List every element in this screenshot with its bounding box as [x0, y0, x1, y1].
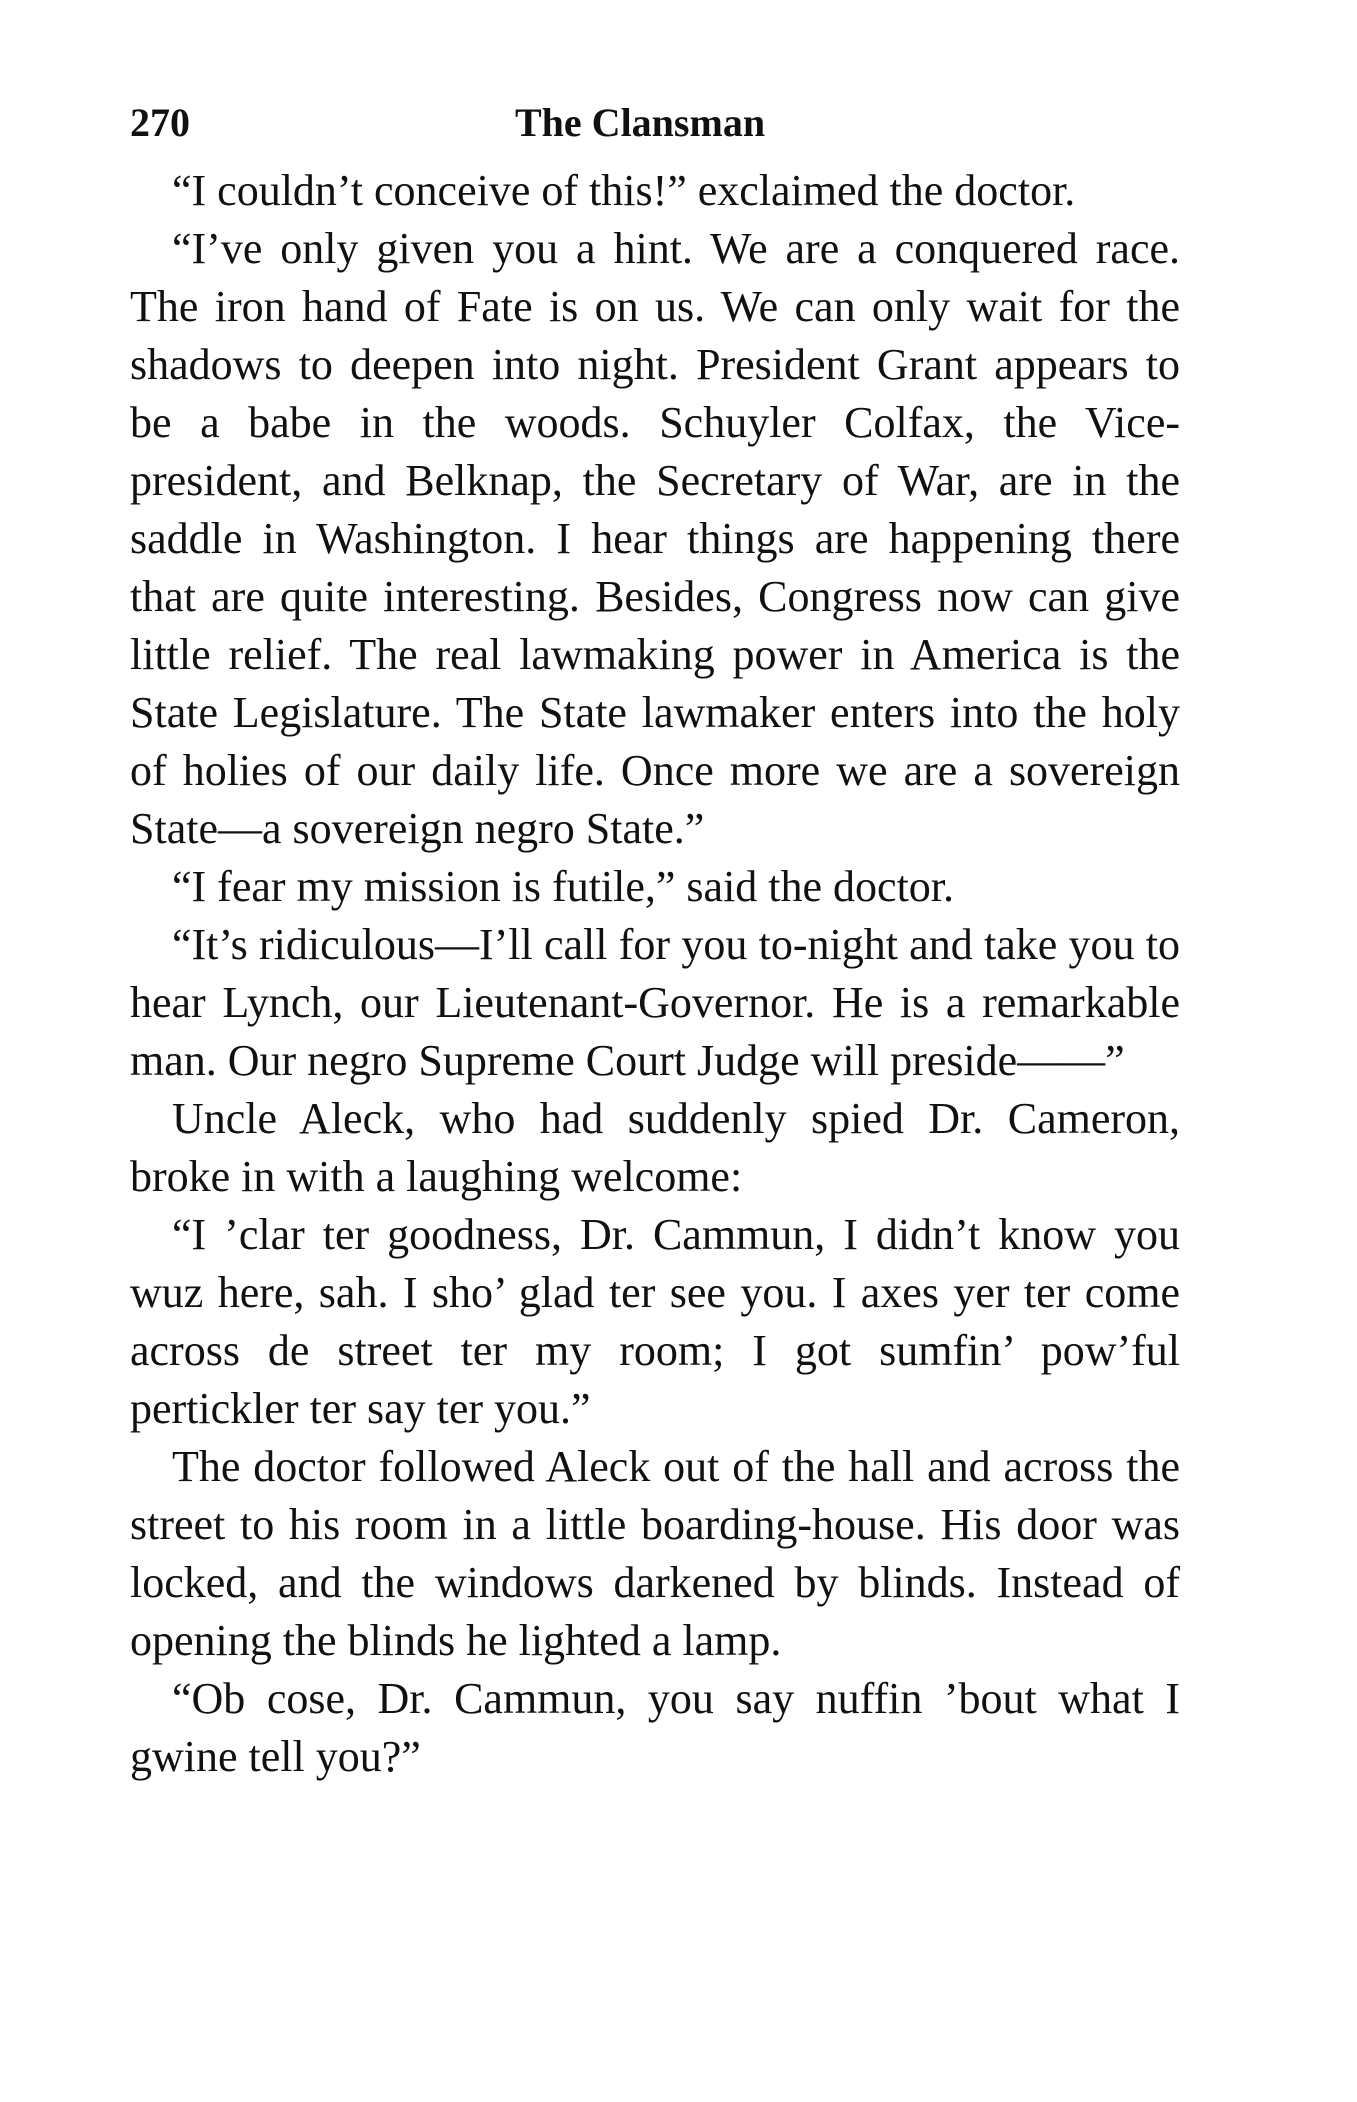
paragraph: “I couldn’t conceive of this!” exclaimed the doctor. [172, 166, 1076, 215]
paragraph: “I fear my mission is futile,” said the doctor. [172, 862, 955, 911]
running-title: The Clansman [515, 100, 766, 145]
running-head [130, 95, 1180, 151]
body-text [130, 162, 1180, 1786]
paragraph: The doctor followed Aleck out of the hall and across the street to his room in a little boarding-house. His door was locked, and the windows darkened by blinds. Instead of opening the blinds he lighted a lamp. [130, 1442, 1180, 1665]
page-number: 270 [130, 100, 190, 145]
paragraph: “Ob cose, Dr. Cammun, you say nuffin ’bout what I gwine tell you?” [130, 1674, 1180, 1781]
paragraph: “I ’clar ter goodness, Dr. Cammun, I didn’t know you wuz here, sah. I sho’ glad ter see you. I axes yer ter come across de street ter my room; I got sumfin’ pow’ful pertickler ter say ter you.” [130, 1210, 1180, 1433]
paragraph: “It’s ridiculous—I’ll call for you to-night and take you to hear Lynch, our Lieutenant-Governor. He is a remarkable man. Our negro Supreme Court Judge will preside——” [130, 920, 1180, 1085]
paragraph: Uncle Aleck, who had suddenly spied Dr. Cameron, broke in with a laughing welcome: [130, 1094, 1180, 1201]
paragraph: “I’ve only given you a hint. We are a conquered race. The iron hand of Fate is on us. We can only wait for the shadows to deepen into night. President Grant appears to be a babe in the woods. Schuyler Colfax, the Vice-president, and Belknap, the Secretary of War, are in the saddle in Washington. I hear things are happening there that are quite interesting. Besides, Congress now can give little relief. The real lawmaking power in America is the State Legislature. The State lawmaker enters into the holy of holies of our daily life. Once more we are a sovereign State—a sovereign negro State.” [130, 224, 1180, 853]
